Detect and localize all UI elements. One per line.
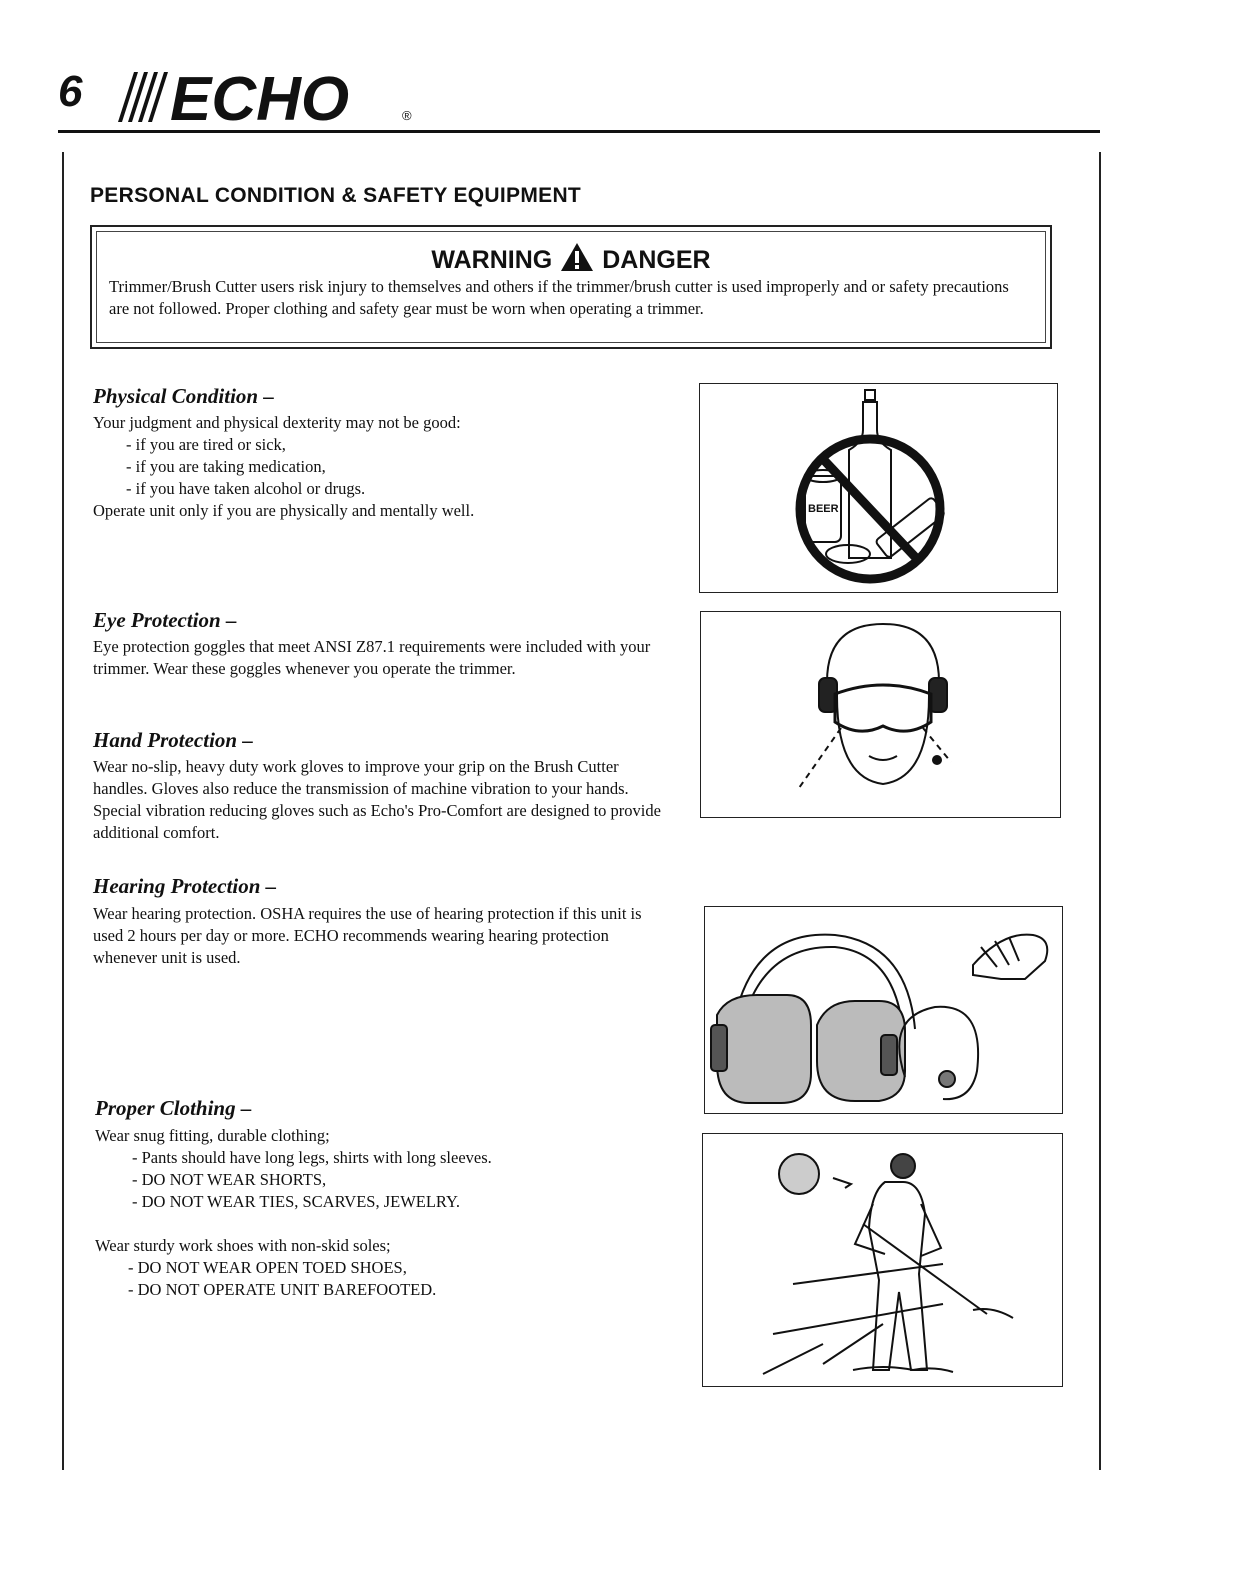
svg-text:ECHO: ECHO bbox=[170, 66, 350, 126]
eye-protection-text: Eye protection goggles that meet ANSI Z87.1 requirements were included with your trimmer. Wear these goggles whenever you operate the trimmer. bbox=[93, 637, 651, 678]
echo-logo bbox=[108, 66, 438, 126]
shoes-intro: Wear sturdy work shoes with non-skid soles; bbox=[95, 1236, 391, 1255]
physical-condition-body bbox=[93, 412, 673, 522]
no-alcohol-drugs-icon bbox=[700, 384, 1056, 591]
registered-mark: ® bbox=[402, 108, 412, 123]
clothing-item: - Pants should have long legs, shirts with long sleeves. bbox=[132, 1148, 492, 1167]
header-rule bbox=[58, 130, 1100, 133]
earmuffs-icon bbox=[705, 907, 1061, 1112]
danger-label: DANGER bbox=[602, 246, 711, 274]
eye-protection-heading: Eye Protection – bbox=[93, 608, 237, 632]
right-margin-rule bbox=[1099, 152, 1101, 1470]
section-title: PERSONAL CONDITION & SAFETY EQUIPMENT bbox=[90, 184, 582, 207]
warning-triangle-icon bbox=[560, 242, 594, 272]
goggles-face-icon bbox=[701, 612, 1059, 816]
svg-text:BEER: BEER bbox=[808, 503, 839, 515]
left-margin-rule bbox=[62, 152, 64, 1470]
physical-item: - if you are taking medication, bbox=[126, 457, 326, 476]
physical-closing: Operate unit only if you are physically and mentally well. bbox=[93, 501, 475, 520]
hand-protection-heading: Hand Protection – bbox=[93, 728, 253, 752]
shoes-item: - DO NOT WEAR OPEN TOED SHOES, bbox=[128, 1258, 407, 1277]
trimmer-operator-icon bbox=[703, 1134, 1061, 1385]
warning-label: WARNING bbox=[431, 246, 553, 274]
warning-box bbox=[90, 225, 1052, 349]
no-alcohol-drugs-illustration bbox=[699, 383, 1058, 593]
warning-inner-frame bbox=[96, 231, 1046, 343]
physical-condition-heading: Physical Condition – bbox=[93, 384, 274, 408]
page-number: 6 bbox=[58, 67, 83, 116]
proper-clothing-heading: Proper Clothing – bbox=[95, 1096, 252, 1120]
warning-heading bbox=[97, 242, 1045, 275]
clothing-intro: Wear snug fitting, durable clothing; bbox=[95, 1126, 330, 1145]
physical-item: - if you have taken alcohol or drugs. bbox=[126, 479, 366, 498]
proper-clothing-illustration bbox=[702, 1133, 1063, 1387]
hearing-protection-heading: Hearing Protection – bbox=[93, 874, 277, 898]
clothing-item: - DO NOT WEAR TIES, SCARVES, JEWELRY. bbox=[132, 1192, 460, 1211]
clothing-item: - DO NOT WEAR SHORTS, bbox=[132, 1170, 327, 1189]
hearing-protection-illustration bbox=[704, 906, 1063, 1114]
eye-protection-illustration bbox=[700, 611, 1061, 818]
physical-item: - if you are tired or sick, bbox=[126, 435, 286, 454]
shoes-item: - DO NOT OPERATE UNIT BAREFOOTED. bbox=[128, 1280, 437, 1299]
proper-clothing-body bbox=[95, 1125, 655, 1301]
warning-text: Trimmer/Brush Cutter users risk injury to themselves and others if the trimmer/brush cutter is used improperly and or safety precautions are not followed. Proper clothing and safety gear must be worn when operating a trimmer. bbox=[109, 277, 1009, 318]
hand-protection-text: Wear no-slip, heavy duty work gloves to improve your grip on the Brush Cutter handles. Gloves also reduce the transmission of machine vibration to your hands. Special vibration reducing gloves such as Echo's Pro-Comfort are designed to provide additional comfort. bbox=[93, 757, 661, 842]
physical-intro: Your judgment and physical dexterity may not be good: bbox=[93, 413, 461, 432]
hearing-protection-text: Wear hearing protection. OSHA requires the use of hearing protection if this unit is used 2 hours per day or more. ECHO recommends wearing hearing protection whenever unit is used. bbox=[93, 904, 642, 967]
